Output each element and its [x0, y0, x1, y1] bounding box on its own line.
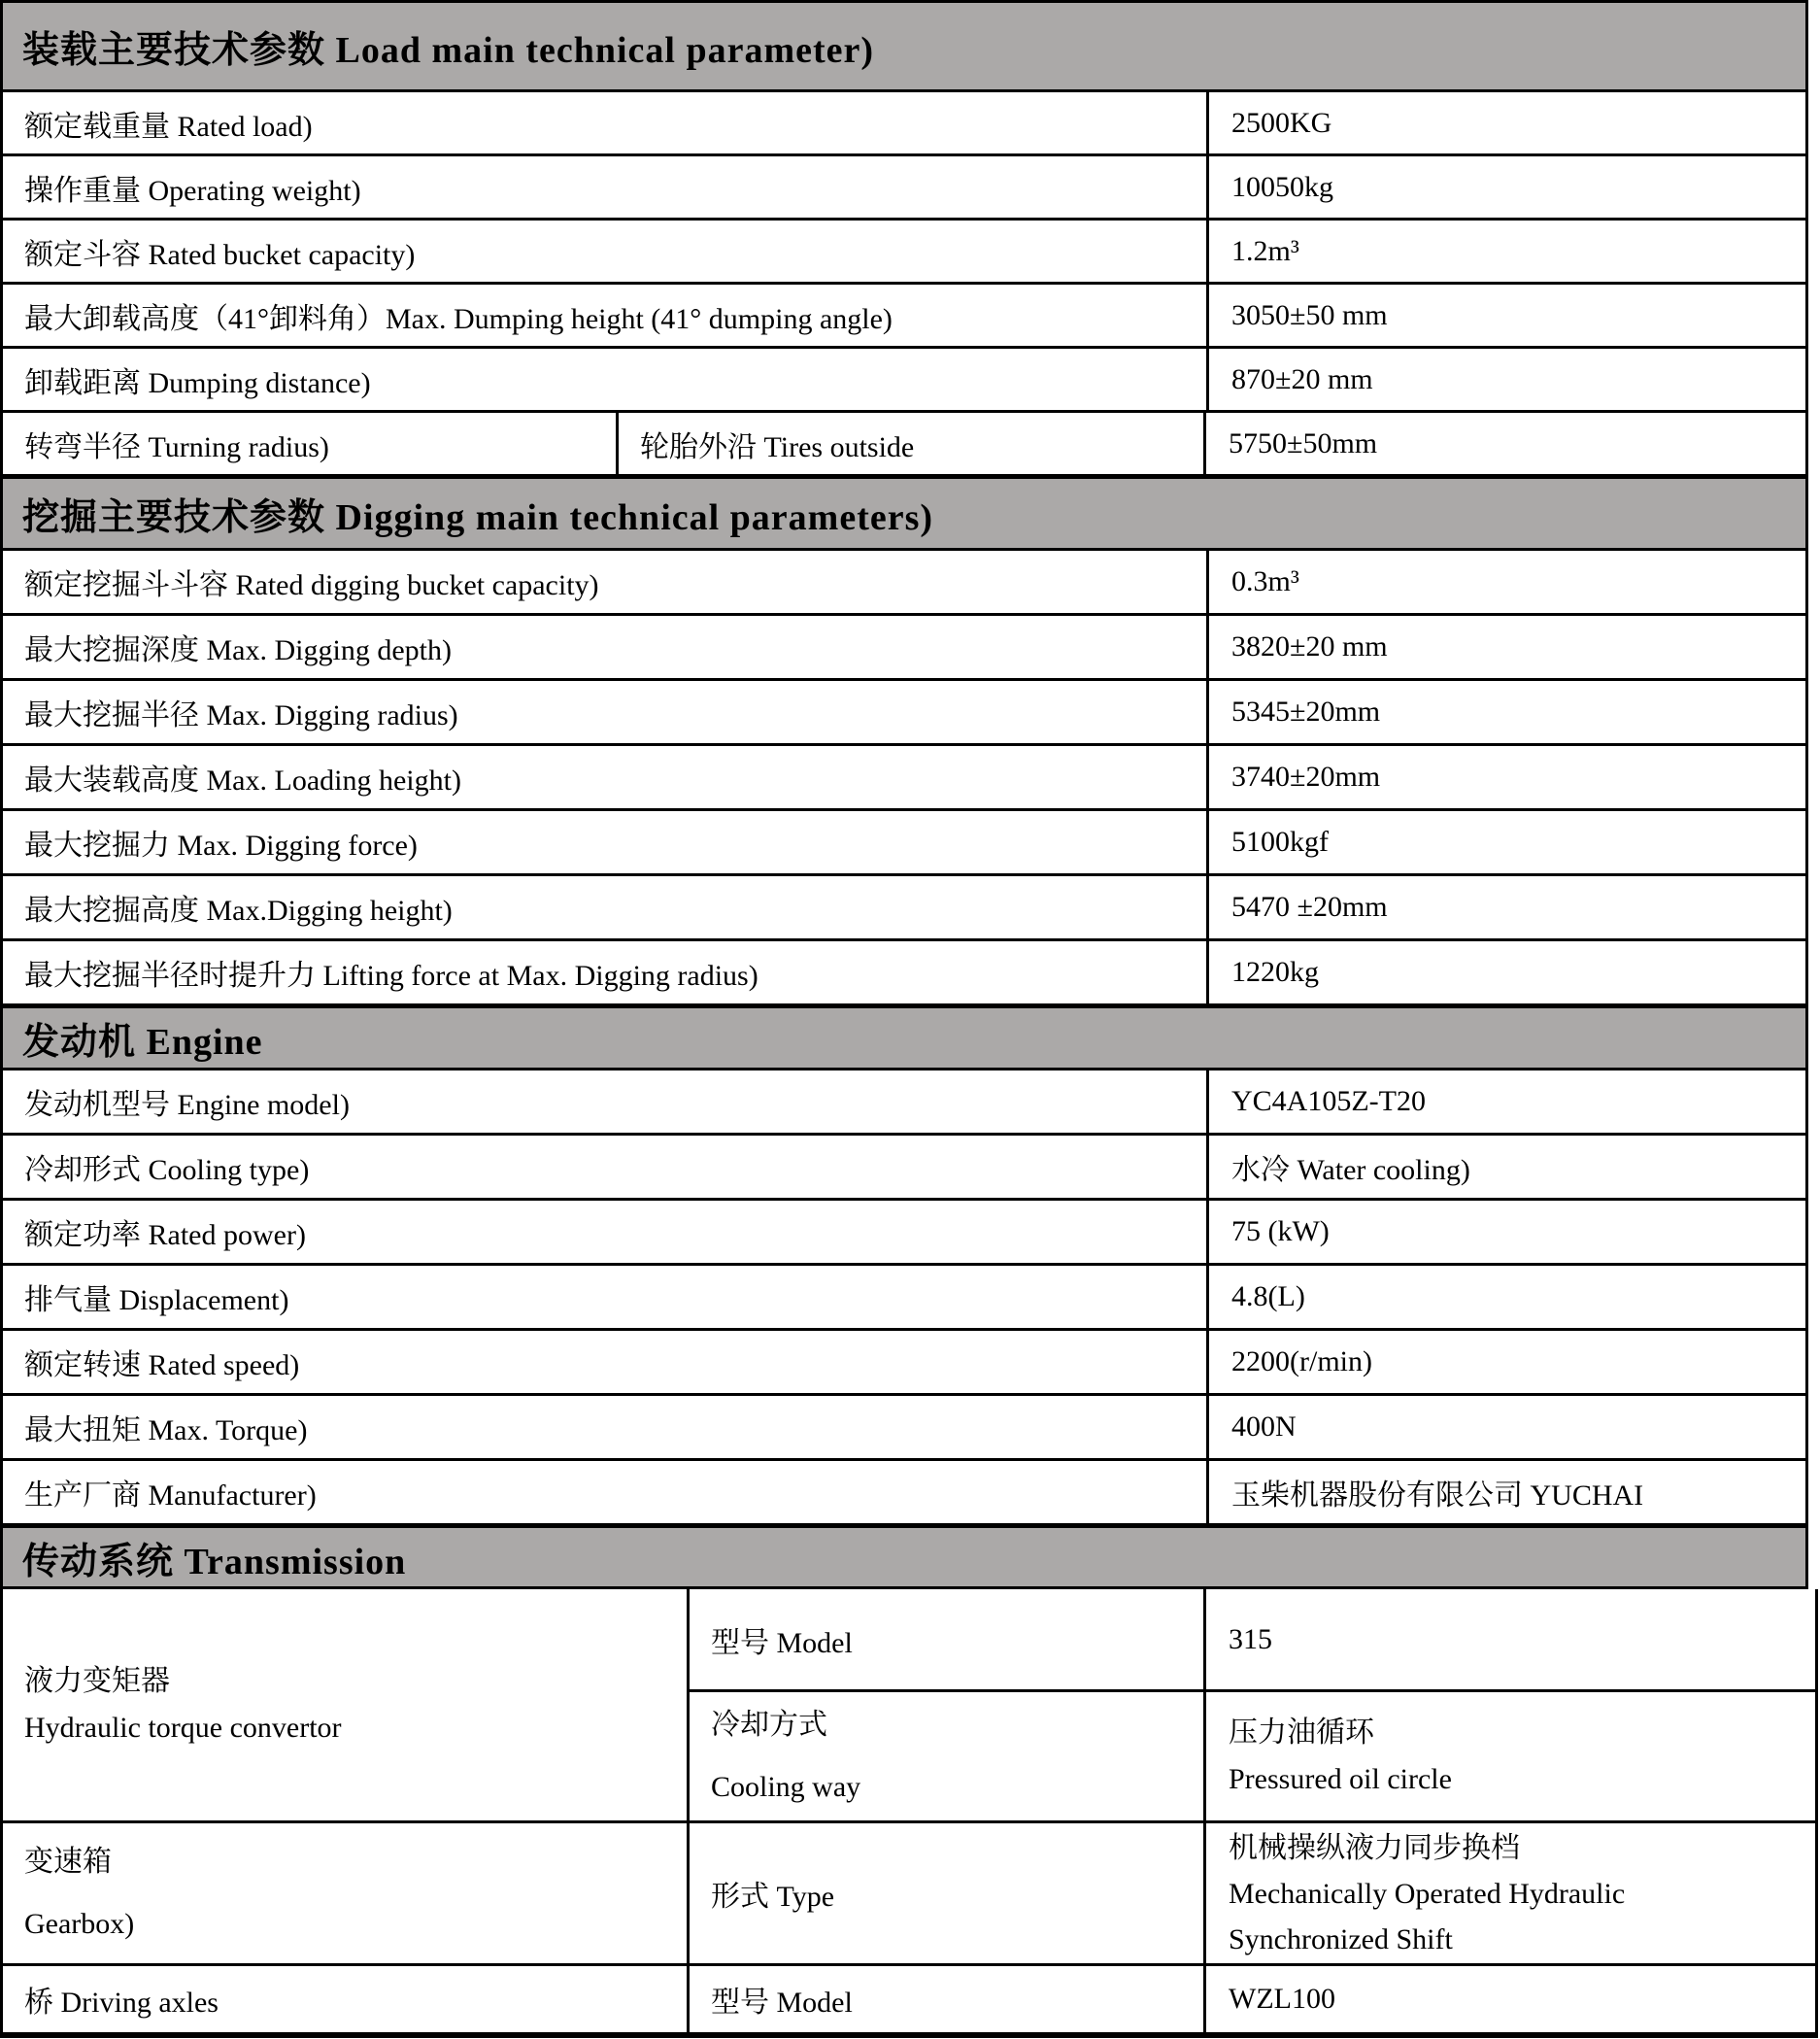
row-turning-radius	[3, 413, 1805, 477]
param-label: 转弯半径 Turning radius)	[3, 413, 619, 474]
row-engine-model	[3, 1070, 1805, 1136]
param-value: 5470 ±20mm	[1231, 891, 1388, 923]
param-label: 最大挖掘半径 Max. Digging radius)	[3, 681, 1209, 743]
row-tc-cooling-way	[690, 1692, 1815, 1820]
row-operating-weight	[3, 156, 1805, 221]
param-label: 额定斗容 Rated bucket capacity)	[3, 221, 1209, 282]
row-dumping-distance	[3, 349, 1805, 413]
spec-table-transmission	[0, 1589, 1818, 2038]
param-label: 最大挖掘高度 Max.Digging height)	[3, 876, 1209, 938]
section-title: 发动机 Engine	[22, 1022, 263, 1063]
subparam-label: 型号 Model	[690, 1589, 1206, 1689]
param-label-cn: 变速箱	[24, 1846, 112, 1878]
param-label	[3, 1823, 690, 1963]
param-label	[3, 1589, 690, 1820]
subparam-value-cn: 压力油循环	[1229, 1716, 1374, 1749]
row-driving-axles	[3, 1966, 1815, 2032]
section-header-engine	[3, 1006, 1805, 1070]
subparam-label: 形式 Type	[690, 1823, 1206, 1963]
param-label: 额定转速 Rated speed)	[3, 1331, 1209, 1393]
row-cooling-type	[3, 1136, 1805, 1201]
subparam-value-en-2: Synchronized Shift	[1229, 1922, 1453, 1955]
subparam-value-en-1: Mechanically Operated Hydraulic	[1229, 1877, 1626, 1910]
section-header-load-params	[3, 3, 1805, 92]
param-value: 4.8(L)	[1231, 1280, 1305, 1312]
param-label: 发动机型号 Engine model)	[3, 1070, 1209, 1133]
param-label-en: Gearbox)	[24, 1908, 135, 1940]
param-value: 75 (kW)	[1231, 1215, 1330, 1247]
torque-converter-subrows	[690, 1589, 1815, 1820]
param-label-en: Hydraulic torque convertor	[24, 1712, 342, 1744]
row-max-loading-height	[3, 746, 1805, 811]
row-max-digging-force	[3, 811, 1805, 876]
param-label: 额定载重量 Rated load)	[3, 92, 1209, 153]
param-value: 3820±20 mm	[1231, 630, 1388, 663]
row-displacement	[3, 1266, 1805, 1331]
param-value: 玉柴机器股份有限公司 YUCHAI	[1231, 1479, 1644, 1512]
param-label: 桥 Driving axles	[3, 1966, 690, 2032]
param-label: 额定功率 Rated power)	[3, 1201, 1209, 1263]
param-value: 1220kg	[1231, 956, 1319, 988]
subparam-value: 315	[1229, 1622, 1272, 1655]
row-rated-power	[3, 1201, 1805, 1266]
param-sublabel: 轮胎外沿 Tires outside	[619, 413, 1206, 474]
param-label: 排气量 Displacement)	[3, 1266, 1209, 1328]
section-header-digging-params	[3, 477, 1805, 551]
subparam-label	[690, 1692, 1206, 1820]
section-header-transmission	[3, 1526, 1805, 1589]
param-label: 最大挖掘深度 Max. Digging depth)	[3, 616, 1209, 678]
subparam-label-en: Cooling way	[711, 1771, 861, 1803]
param-value: 3740±20mm	[1231, 761, 1381, 793]
param-value: 2200(r/min)	[1231, 1345, 1372, 1377]
param-value: 水冷 Water cooling)	[1231, 1154, 1470, 1186]
section-title: 挖掘主要技术参数 Digging main technical parameters)	[22, 497, 934, 538]
param-label: 额定挖掘斗斗容 Rated digging bucket capacity)	[3, 551, 1209, 613]
row-rated-speed	[3, 1331, 1805, 1396]
param-value: 1.2m³	[1231, 234, 1299, 267]
param-value: 5750±50mm	[1229, 426, 1378, 459]
row-manufacturer	[3, 1461, 1805, 1526]
param-label: 冷却形式 Cooling type)	[3, 1136, 1209, 1198]
row-gearbox	[3, 1823, 1815, 1966]
param-value: 10050kg	[1231, 170, 1333, 203]
row-max-digging-radius	[3, 681, 1805, 746]
param-label-cn: 液力变矩器	[24, 1665, 170, 1697]
param-value: 5100kgf	[1231, 826, 1329, 858]
param-value: 870±20 mm	[1231, 362, 1373, 395]
param-label: 操作重量 Operating weight)	[3, 156, 1209, 218]
row-torque-converter	[3, 1589, 1815, 1823]
row-rated-load	[3, 92, 1805, 156]
param-label: 最大挖掘力 Max. Digging force)	[3, 811, 1209, 873]
subparam-value: WZL100	[1229, 1983, 1335, 2015]
row-rated-bucket-capacity	[3, 221, 1805, 285]
param-value: 0.3m³	[1231, 565, 1299, 597]
subparam-label: 型号 Model	[690, 1966, 1206, 2032]
subparam-value	[1206, 1692, 1815, 1820]
row-max-dumping-height	[3, 285, 1805, 349]
param-label: 最大扭矩 Max. Torque)	[3, 1396, 1209, 1458]
section-title: 装载主要技术参数 Load main technical parameter)	[22, 30, 875, 71]
section-title: 传动系统 Transmission	[22, 1541, 407, 1582]
subparam-value	[1206, 1823, 1815, 1963]
row-tc-model	[690, 1589, 1815, 1692]
row-max-digging-depth	[3, 616, 1805, 681]
subparam-value-en: Pressured oil circle	[1229, 1763, 1452, 1795]
param-label: 卸载距离 Dumping distance)	[3, 349, 1209, 410]
param-value: 400N	[1231, 1410, 1297, 1443]
row-rated-digging-bucket-capacity	[3, 551, 1805, 616]
subparam-label-cn: 冷却方式	[711, 1709, 827, 1741]
param-label: 最大挖掘半径时提升力 Lifting force at Max. Digging radius)	[3, 941, 1209, 1003]
param-value: YC4A105Z-T20	[1231, 1085, 1426, 1117]
row-max-torque	[3, 1396, 1805, 1461]
param-label: 生产厂商 Manufacturer)	[3, 1461, 1209, 1523]
row-lifting-force-at-max-radius	[3, 941, 1805, 1006]
param-label: 最大卸载高度（41°卸料角）Max. Dumping height (41° dumping angle)	[3, 285, 1209, 346]
param-value: 5345±20mm	[1231, 696, 1381, 728]
subparam-value-cn: 机械操纵液力同步换档	[1229, 1831, 1520, 1864]
param-value: 3050±50 mm	[1231, 298, 1388, 331]
param-value: 2500KG	[1231, 106, 1332, 139]
row-max-digging-height	[3, 876, 1805, 941]
param-label: 最大装载高度 Max. Loading height)	[3, 746, 1209, 808]
